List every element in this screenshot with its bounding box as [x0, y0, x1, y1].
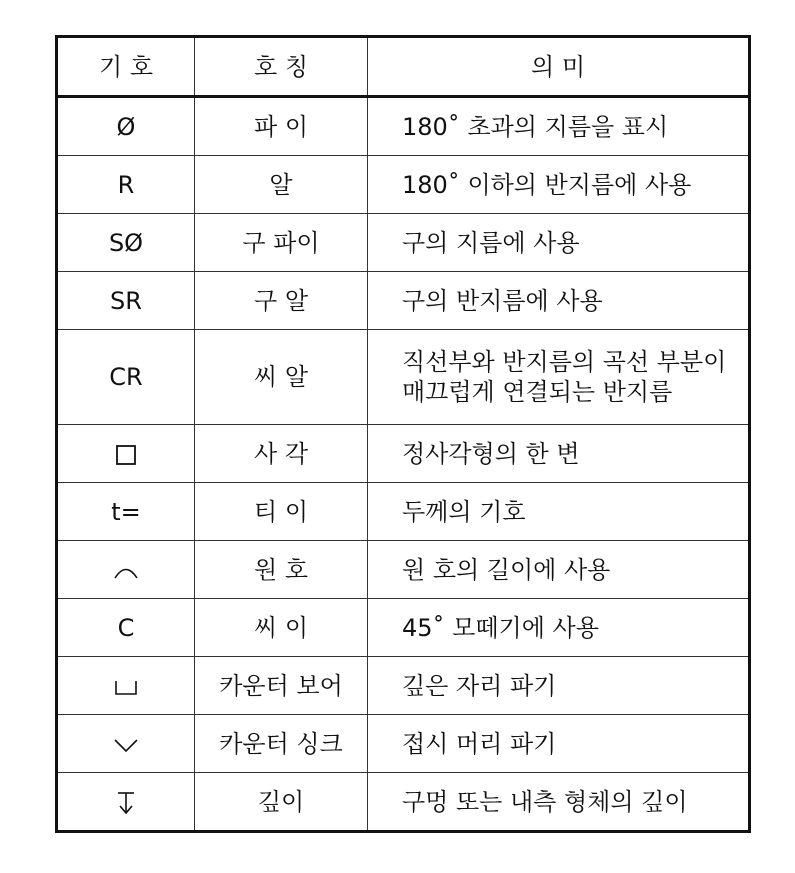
name-cell: 원 호: [195, 541, 368, 599]
table-row: [57, 773, 750, 832]
symbol-cell: [57, 541, 195, 599]
table-row: [57, 715, 750, 773]
table-row: [57, 272, 750, 330]
table-row: [57, 330, 750, 425]
table-row: [57, 599, 750, 657]
meaning-cell: 원 호의 길이에 사용: [368, 541, 750, 599]
table-row: [57, 541, 750, 599]
name-cell: 티 이: [195, 483, 368, 541]
table-row: [57, 214, 750, 272]
table-header-row: [57, 37, 750, 97]
countersink-icon: [112, 736, 140, 754]
table-row: [57, 483, 750, 541]
name-cell: 씨 알: [195, 330, 368, 425]
meaning-cell: 구의 지름에 사용: [368, 214, 750, 272]
symbol-cell: t=: [57, 483, 195, 541]
symbol-cell: SR: [57, 272, 195, 330]
name-cell: 알: [195, 156, 368, 214]
header-symbol: 기 호: [57, 37, 195, 97]
depth-icon: [115, 790, 137, 816]
meaning-cell: 두께의 기호: [368, 483, 750, 541]
name-cell: 파 이: [195, 97, 368, 156]
name-cell: 씨 이: [195, 599, 368, 657]
meaning-cell: 구멍 또는 내측 형체의 깊이: [368, 773, 750, 832]
meaning-cell: 180˚ 이하의 반지름에 사용: [368, 156, 750, 214]
symbol-cell: CR: [57, 330, 195, 425]
table-row: [57, 425, 750, 483]
name-cell: 깊이: [195, 773, 368, 832]
symbol-cell: [57, 715, 195, 773]
symbol-cell: [57, 657, 195, 715]
meaning-cell: 직선부와 반지름의 곡선 부분이 매끄럽게 연결되는 반지름: [368, 330, 750, 425]
meaning-cell: 깊은 자리 파기: [368, 657, 750, 715]
name-cell: 구 파이: [195, 214, 368, 272]
table-row: [57, 156, 750, 214]
meaning-cell: 45˚ 모떼기에 사용: [368, 599, 750, 657]
meaning-cell: 구의 반지름에 사용: [368, 272, 750, 330]
name-cell: 사 각: [195, 425, 368, 483]
symbol-cell: SØ: [57, 214, 195, 272]
name-cell: 카운터 보어: [195, 657, 368, 715]
table-row: [57, 657, 750, 715]
arc-length-icon: [112, 561, 140, 581]
symbol-table: [55, 35, 751, 833]
meaning-cell: 180˚ 초과의 지름을 표시: [368, 97, 750, 156]
symbol-cell: [57, 773, 195, 832]
square-icon: [115, 444, 137, 466]
symbol-cell: Ø: [57, 97, 195, 156]
symbol-cell: [57, 425, 195, 483]
symbol-cell: C: [57, 599, 195, 657]
header-meaning: 의 미: [368, 37, 750, 97]
name-cell: 구 알: [195, 272, 368, 330]
meaning-cell: 접시 머리 파기: [368, 715, 750, 773]
counterbore-icon: [113, 677, 139, 697]
table-row: [57, 97, 750, 156]
header-name: 호 칭: [195, 37, 368, 97]
meaning-cell: 정사각형의 한 변: [368, 425, 750, 483]
name-cell: 카운터 싱크: [195, 715, 368, 773]
symbol-cell: R: [57, 156, 195, 214]
